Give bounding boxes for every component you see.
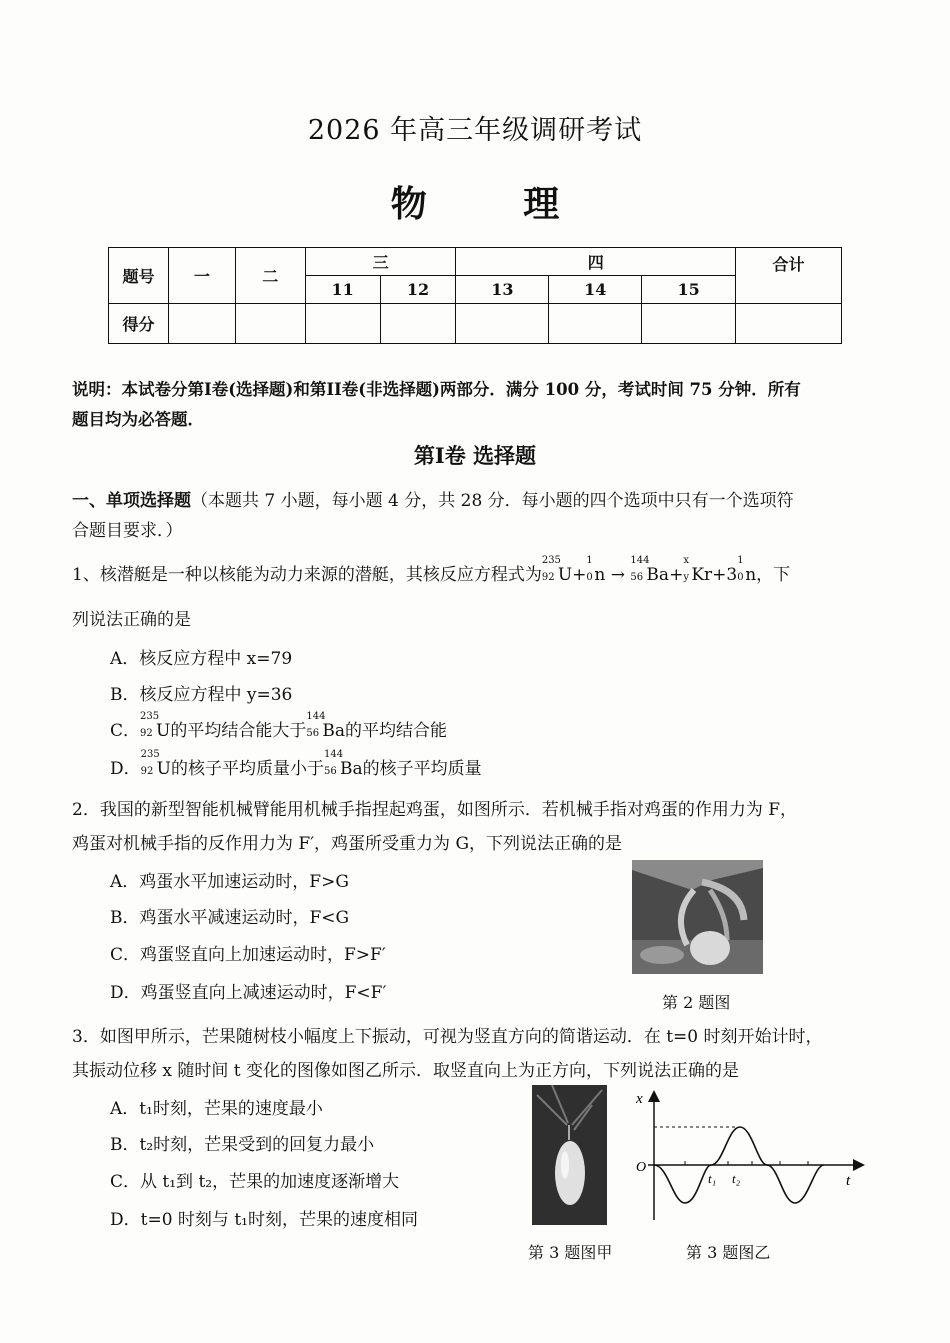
score-table-sec1: 一 bbox=[168, 248, 235, 304]
section1-title: 一、单项选择题 bbox=[72, 491, 191, 511]
exam-note-line2: 题目均为必答题． bbox=[72, 410, 204, 429]
score-cell bbox=[456, 304, 549, 344]
q2-option-c[interactable]: C．鸡蛋竖直向上加速运动时，F>F′ bbox=[110, 945, 386, 965]
t-axis-label: t bbox=[846, 1173, 851, 1189]
q1-option-d[interactable]: D． 235 92 U的核子平均质量小于 144 56 Ba的核子平均质量 bbox=[110, 749, 482, 779]
q2-stem-2: 鸡蛋对机械手指的反作用力为 F′，鸡蛋所受重力为 G，下列说法正确的是 bbox=[72, 834, 623, 854]
q2-option-b[interactable]: B．鸡蛋水平减速运动时，F<G bbox=[110, 908, 350, 928]
score-table-sec2: 二 bbox=[235, 248, 305, 304]
q3-option-d[interactable]: D．t=0 时刻与 t₁时刻，芒果的速度相同 bbox=[110, 1210, 418, 1230]
t2-label: t₂ bbox=[732, 1171, 741, 1186]
robot-hand-illustration bbox=[632, 860, 763, 974]
q1-option-c[interactable]: C． 235 92 U的平均结合能大于 144 56 Ba的平均结合能 bbox=[110, 711, 447, 741]
nuclide-neutron: 1 0 n bbox=[586, 555, 606, 585]
score-cell bbox=[549, 304, 642, 344]
t1-label: t₁ bbox=[708, 1171, 717, 1186]
displacement-time-graph bbox=[628, 1085, 868, 1225]
exam-note bbox=[72, 375, 882, 435]
score-table-q13: 13 bbox=[456, 276, 549, 304]
nuclide-neutron-2: 1 0 n bbox=[737, 555, 757, 585]
score-table-sec3: 三 bbox=[305, 248, 456, 276]
q3-option-c[interactable]: C．从 t₁到 t₂，芒果的加速度逐渐增大 bbox=[110, 1172, 400, 1192]
nuclide-ba144: 144 56 Ba bbox=[630, 555, 670, 585]
robot-hand-egg-photo bbox=[632, 860, 763, 974]
score-cell bbox=[380, 304, 456, 344]
score-table-q12: 12 bbox=[380, 276, 456, 304]
score-table-q15: 15 bbox=[642, 276, 736, 304]
origin-label: O bbox=[636, 1160, 647, 1175]
q3-figure-b-caption: 第 3 题图乙 bbox=[686, 1243, 771, 1262]
score-cell bbox=[736, 304, 842, 344]
section1-desc2: 合题目要求．） bbox=[72, 521, 183, 541]
q3-figure-a-caption: 第 3 题图甲 bbox=[528, 1243, 613, 1262]
q3-stem-1: 3．如图甲所示，芒果随树枝小幅度上下振动，可视为竖直方向的简谐运动．在 t=0 时刻开始计时， bbox=[72, 1027, 823, 1047]
section1-header bbox=[72, 486, 882, 546]
subject-title: 物 理 bbox=[390, 183, 602, 225]
score-table-label-num: 题号 bbox=[109, 248, 169, 304]
q2-option-d[interactable]: D．鸡蛋竖直向上减速运动时，F<F′ bbox=[110, 983, 387, 1003]
score-cell bbox=[642, 304, 736, 344]
q1-option-b[interactable]: B．核反应方程中 y=36 bbox=[110, 685, 293, 705]
volume-title: 第I卷 选择题 bbox=[413, 443, 537, 468]
q1-stem-2: 列说法正确的是 bbox=[72, 610, 191, 630]
score-cell bbox=[235, 304, 305, 344]
nuclide-u235: 235 92 U bbox=[541, 555, 573, 585]
mango-photo bbox=[532, 1085, 607, 1225]
q3-option-a[interactable]: A．t₁时刻，芒果的速度最小 bbox=[110, 1099, 323, 1119]
score-table-q11: 11 bbox=[305, 276, 380, 304]
score-cell bbox=[168, 304, 235, 344]
q3-stem-2: 其振动位移 x 随时间 t 变化的图像如图乙所示．取竖直向上为正方向，下列说法正确的是 bbox=[72, 1061, 740, 1081]
mango-illustration bbox=[532, 1085, 607, 1225]
score-table-label-score: 得分 bbox=[109, 304, 169, 344]
score-table-total: 合计 bbox=[736, 248, 842, 304]
exam-title: 2026 年高三年级调研考试 bbox=[307, 115, 643, 146]
score-table bbox=[108, 247, 842, 344]
q2-stem-1: 2．我国的新型智能机械臂能用机械手指捏起鸡蛋，如图所示．若机械手指对鸡蛋的作用力为 F， bbox=[72, 800, 798, 820]
q1-stem: 1、核潜艇是一种以核能为动力来源的潜艇，其核反应方程式为 235 92 U+ 1 0 n → 144 56 Ba+ x y Kr+3 1 0 n，下 bbox=[72, 555, 791, 585]
q3-option-b[interactable]: B．t₂时刻，芒果受到的回复力最小 bbox=[110, 1135, 375, 1155]
exam-note-line1: 说明：本试卷分第I卷(选择题)和第II卷(非选择题)两部分．满分 100 分，考试时间 75 分钟．所有 bbox=[72, 380, 801, 399]
score-table-sec4: 四 bbox=[456, 248, 736, 276]
q1-stem-text: 1、核潜艇是一种以核能为动力来源的潜艇，其核反应方程式为 bbox=[72, 565, 542, 585]
q2-option-a[interactable]: A．鸡蛋水平加速运动时，F>G bbox=[110, 872, 349, 892]
section1-desc: （本题共 7 小题，每小题 4 分，共 28 分．每小题的四个选项中只有一个选项符 bbox=[191, 491, 794, 511]
q2-figure-caption: 第 2 题图 bbox=[662, 993, 731, 1012]
nuclide-kr: x y Kr bbox=[683, 555, 713, 585]
score-table-q14: 14 bbox=[549, 276, 642, 304]
score-cell bbox=[305, 304, 380, 344]
q1-option-a[interactable]: A．核反应方程中 x=79 bbox=[110, 649, 293, 669]
x-axis-label: x bbox=[636, 1091, 643, 1107]
